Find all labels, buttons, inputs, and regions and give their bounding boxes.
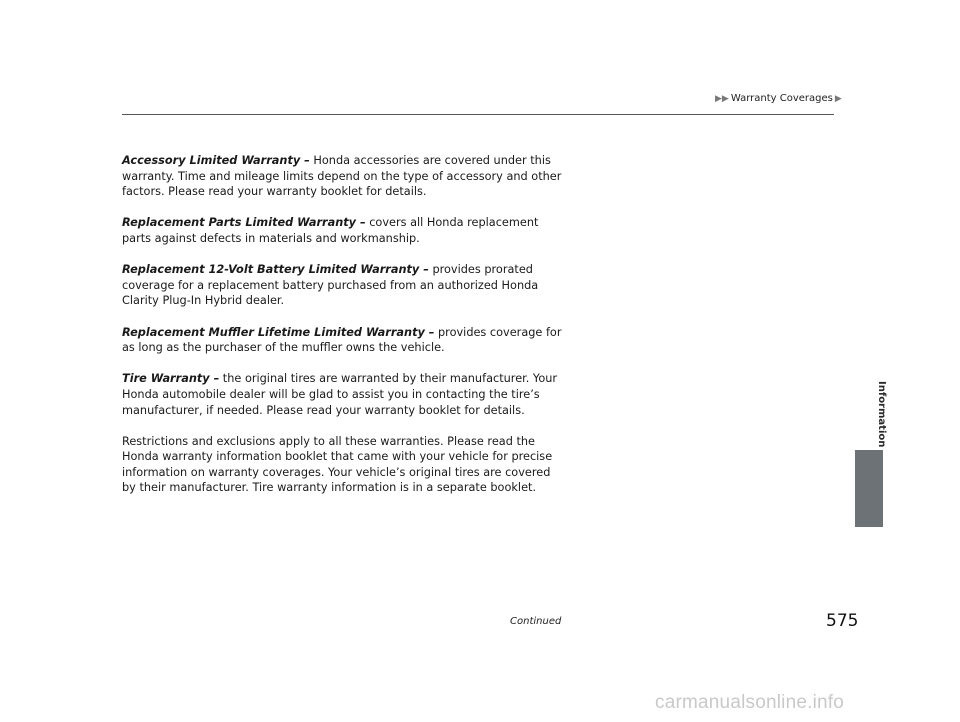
paragraph-title: Replacement Muffler Lifetime Limited Warranty – xyxy=(122,325,435,339)
section-tab[interactable] xyxy=(855,450,883,527)
paragraph-text: Restrictions and exclusions apply to all these warranties. Please read the Honda warranty information booklet that came with your vehicle for precise information on warranty coverages. Your vehicle’s original tires are covered by their manufacturer. Tire warranty information is in a separate booklet. xyxy=(122,434,553,495)
paragraph-muffler xyxy=(122,325,562,356)
paragraph-text: provides coverage for as long as the purchaser of the muffler owns the vehicle. xyxy=(122,325,562,355)
paragraph-parts xyxy=(122,215,562,246)
double-arrow-icon: ▶▶ xyxy=(715,93,729,104)
watermark: carmanualsonline.info xyxy=(655,692,845,713)
paragraph-text: covers all Honda replacement parts against defects in materials and workmanship. xyxy=(122,216,539,245)
paragraph-title: Replacement Parts Limited Warranty – xyxy=(122,216,366,230)
breadcrumb-title: Warranty Coverages xyxy=(730,93,833,104)
arrow-right-icon: ▶ xyxy=(834,93,842,104)
breadcrumb xyxy=(715,93,842,104)
paragraph-tire xyxy=(122,371,562,418)
paragraph-text: Honda accessories are covered under this warranty. Time and mileage limits depend on the type of accessory and other factors. Please read your warranty booklet for details. xyxy=(122,154,562,199)
page-body xyxy=(122,153,562,512)
paragraph-title: Accessory Limited Warranty – xyxy=(122,154,310,167)
paragraph-accessory xyxy=(122,153,562,200)
paragraph-text: provides prorated coverage for a replacement battery purchased from an authorized Honda Clarity Plug-In Hybrid dealer. xyxy=(122,263,539,308)
paragraph-battery xyxy=(122,262,562,309)
paragraph-restrictions xyxy=(122,434,562,496)
side-tab-label: Information xyxy=(876,381,887,448)
paragraph-title: Replacement 12-Volt Battery Limited Warranty – xyxy=(122,263,429,277)
page-number: 575 xyxy=(826,611,859,631)
paragraph-text: the original tires are warranted by their manufacturer. Your Honda automobile dealer will be glad to assist you in contacting the tire’s manufacturer, if needed. Please read your warranty booklet for details. xyxy=(122,372,558,417)
header-divider xyxy=(122,114,834,115)
paragraph-title: Tire Warranty – xyxy=(122,372,220,386)
continued-label: Continued xyxy=(510,616,562,627)
